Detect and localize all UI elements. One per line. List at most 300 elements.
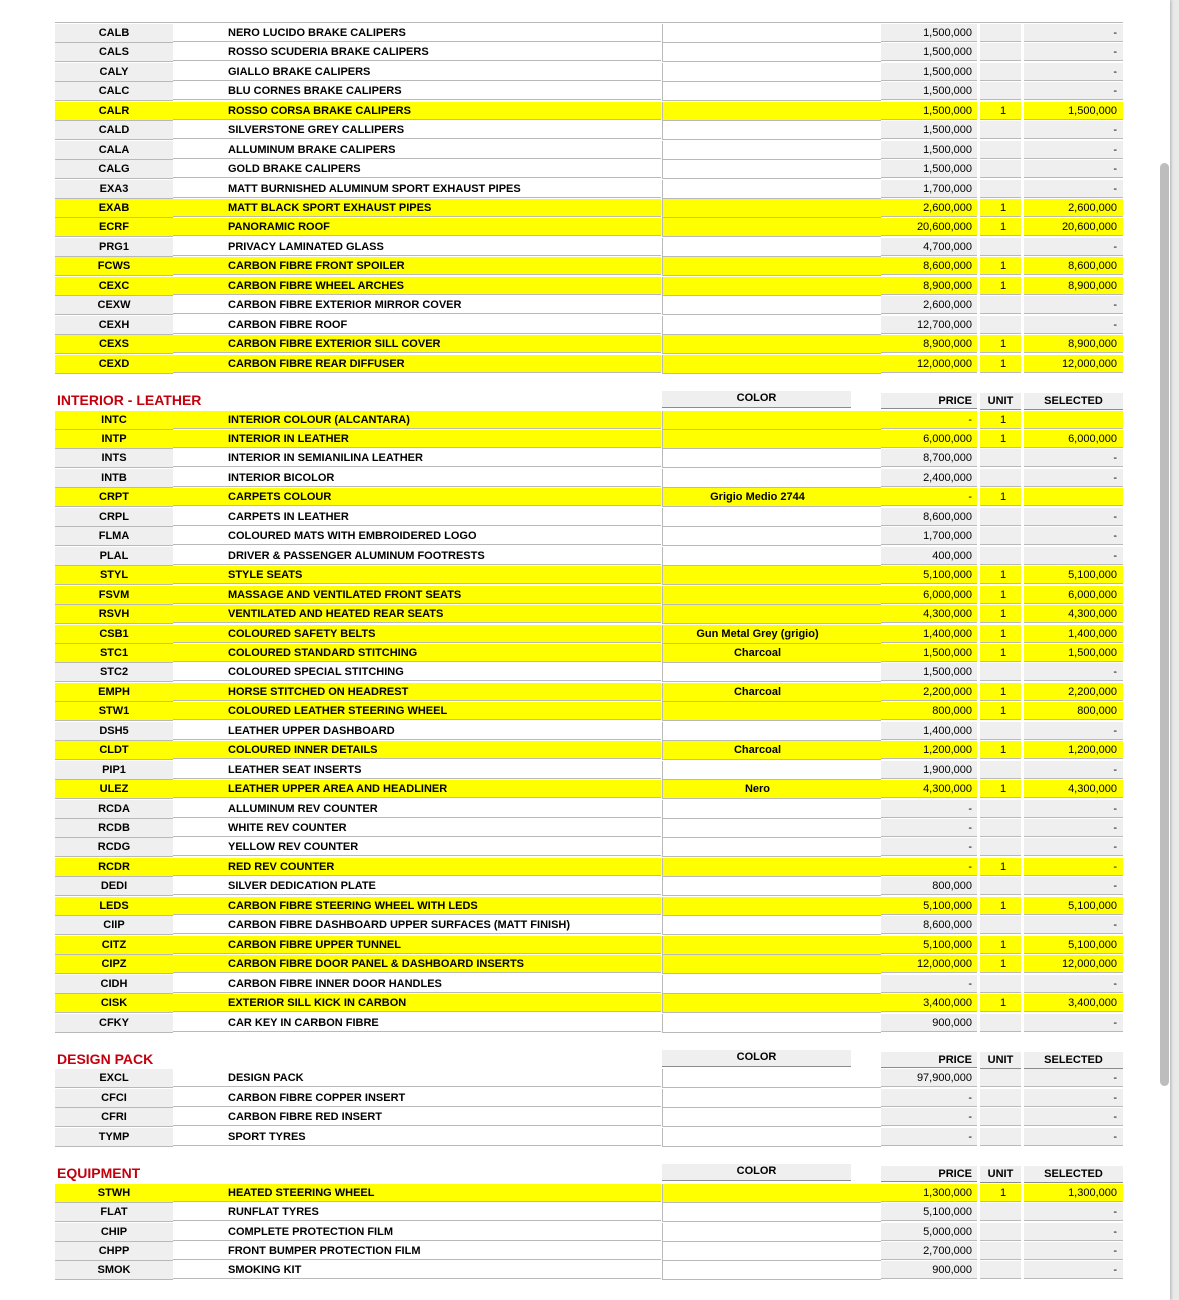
option-color [662,1242,852,1261]
option-unit: 1 [980,411,1021,429]
option-description: CARPETS IN LEATHER [173,508,661,526]
table-row [55,586,1123,605]
option-code: CALB [55,24,173,43]
option-color [662,121,852,140]
option-unit [980,141,1021,159]
option-description: CARBON FIBRE EXTERIOR MIRROR COVER [173,296,661,314]
option-unit [980,24,1021,42]
option-color [662,955,852,974]
table-row [55,761,1123,780]
table-row [55,335,1123,354]
option-selected-total: - [1024,469,1123,487]
option-selected-total: - [1024,1203,1123,1221]
color-column-header: COLOR [662,391,851,408]
spacer-cell [852,955,881,974]
spacer-cell [852,975,881,994]
option-code: CHPP [55,1242,173,1261]
table-row [55,24,1123,43]
table-row [55,722,1123,741]
option-selected-total: - [1024,858,1123,876]
option-price: 4,300,000 [881,780,977,798]
option-description: COLOURED SPECIAL STITCHING [173,663,661,681]
option-selected-total: - [1024,761,1123,779]
option-code: EXAB [55,199,173,218]
option-selected-total: 1,200,000 [1024,741,1123,759]
option-color [662,1089,852,1108]
spacer-cell [852,761,881,780]
option-description: WHITE REV COUNTER [173,819,661,837]
option-selected-total: - [1024,1069,1123,1087]
spacer-cell [852,741,881,760]
selected-column-header: SELECTED [1024,393,1123,410]
option-unit: 1 [980,955,1021,973]
table-row [55,741,1123,760]
option-code: STW1 [55,702,173,721]
table-row [55,469,1123,488]
option-code: CEXD [55,355,173,374]
option-description: CARBON FIBRE FRONT SPOILER [173,257,661,275]
unit-column-header: UNIT [980,1166,1021,1183]
section-title: EQUIPMENT [55,1163,355,1182]
option-selected-total: - [1024,1261,1123,1279]
option-unit [980,1128,1021,1146]
option-code: CFRI [55,1108,173,1127]
option-description: COMPLETE PROTECTION FILM [173,1223,661,1241]
option-unit [980,82,1021,100]
table-row [55,257,1123,276]
option-unit: 1 [980,277,1021,295]
option-price: 800,000 [881,702,977,720]
option-description: PRIVACY LAMINATED GLASS [173,238,661,256]
spacer-cell [852,430,881,449]
option-selected-total: - [1024,141,1123,159]
option-unit: 1 [980,994,1021,1012]
option-color [662,566,852,585]
option-price: - [881,1128,977,1146]
option-color [662,527,852,546]
option-description: CARBON FIBRE UPPER TUNNEL [173,936,661,954]
table-row [55,1089,1123,1108]
option-code: LEDS [55,897,173,916]
option-color [662,819,852,838]
option-color [662,277,852,296]
table-row [55,63,1123,82]
option-price: 6,000,000 [881,586,977,604]
option-selected-total: - [1024,121,1123,139]
option-unit: 1 [980,625,1021,643]
spacer-cell [852,316,881,335]
option-color [662,897,852,916]
table-row [55,994,1123,1013]
option-color [662,180,852,199]
option-selected-total: - [1024,1108,1123,1126]
option-description: ROSSO SCUDERIA BRAKE CALIPERS [173,43,661,61]
spacer-cell [852,702,881,721]
option-code: RCDB [55,819,173,838]
option-color [662,160,852,179]
spacer-cell [852,141,881,160]
spacer-cell [852,469,881,488]
spacer-cell [852,858,881,877]
option-code: CEXC [55,277,173,296]
option-description: CARBON FIBRE EXTERIOR SILL COVER [173,335,661,353]
option-color [662,296,852,315]
option-color [662,199,852,218]
table-row [55,780,1123,799]
option-unit [980,1069,1021,1087]
option-unit [980,1089,1021,1107]
option-code: ULEZ [55,780,173,799]
spacer-cell [852,257,881,276]
table-row [55,43,1123,62]
spacer-cell [852,218,881,237]
option-description: FRONT BUMPER PROTECTION FILM [173,1242,661,1260]
price-column-header: PRICE [881,1166,977,1182]
option-color [662,335,852,354]
option-description: DESIGN PACK [173,1069,661,1087]
option-price: 2,600,000 [881,199,977,217]
option-description: CARBON FIBRE RED INSERT [173,1108,661,1126]
option-code: INTB [55,469,173,488]
option-selected-total: 3,400,000 [1024,994,1123,1012]
option-code: PRG1 [55,238,173,257]
option-color [662,411,852,430]
option-code: EXCL [55,1069,173,1088]
option-color [662,722,852,741]
option-selected-total: - [1024,316,1123,334]
option-unit [980,469,1021,487]
table-row [55,702,1123,721]
color-column-header: COLOR [662,1050,851,1067]
option-code: CHIP [55,1223,173,1242]
option-price: 8,600,000 [881,508,977,526]
table-row [55,1069,1123,1088]
option-unit [980,663,1021,681]
option-unit: 1 [980,355,1021,373]
option-unit: 1 [980,858,1021,876]
option-color [662,218,852,237]
option-unit: 1 [980,683,1021,701]
option-description: LEATHER SEAT INSERTS [173,761,661,779]
option-selected-total: - [1024,180,1123,198]
spacer-cell [852,180,881,199]
selected-column-header: SELECTED [1024,1052,1123,1069]
option-unit: 1 [980,605,1021,623]
option-unit [980,819,1021,837]
option-color [662,1128,852,1147]
option-color: Gun Metal Grey (grigio) [662,625,852,644]
option-description: SILVERSTONE GREY CALLIPERS [173,121,661,139]
option-description: COLOURED STANDARD STITCHING [173,644,661,662]
option-code: INTS [55,449,173,468]
option-selected-total: - [1024,838,1123,856]
option-selected-total: 4,300,000 [1024,605,1123,623]
option-selected-total: - [1024,82,1123,100]
option-price: 8,900,000 [881,335,977,353]
option-price: - [881,1089,977,1107]
option-description: ALLUMINUM BRAKE CALIPERS [173,141,661,159]
option-description: CARBON FIBRE STEERING WHEEL WITH LEDS [173,897,661,915]
option-code: PLAL [55,547,173,566]
table-top-border [55,22,1123,23]
option-code: RSVH [55,605,173,624]
spacer-cell [852,1242,881,1261]
spacer-cell [852,449,881,468]
option-description: INTERIOR IN LEATHER [173,430,661,448]
option-description: SILVER DEDICATION PLATE [173,877,661,895]
option-selected-total: 2,200,000 [1024,683,1123,701]
option-unit [980,296,1021,314]
option-color [662,430,852,449]
option-code: CIIP [55,916,173,935]
table-row [55,1261,1123,1280]
table-row [55,625,1123,644]
option-description: MATT BLACK SPORT EXHAUST PIPES [173,199,661,217]
option-price: 4,700,000 [881,238,977,256]
option-color [662,316,852,335]
option-description: YELLOW REV COUNTER [173,838,661,856]
spacer-cell [852,838,881,857]
option-selected-total: 2,600,000 [1024,199,1123,217]
table-row [55,936,1123,955]
option-price: 5,100,000 [881,566,977,584]
option-selected-total: 4,300,000 [1024,780,1123,798]
option-color [662,355,852,374]
option-color [662,1223,852,1242]
option-code: CEXH [55,316,173,335]
option-color [662,1069,852,1088]
option-selected-total: - [1024,449,1123,467]
option-code: STWH [55,1184,173,1203]
option-code: STC1 [55,644,173,663]
option-code: STYL [55,566,173,585]
option-color [662,586,852,605]
option-description: SPORT TYRES [173,1128,661,1146]
unit-column-header: UNIT [980,393,1021,410]
option-unit [980,449,1021,467]
option-price: 400,000 [881,547,977,565]
vertical-scrollbar[interactable] [1160,163,1169,1086]
option-code: CIDH [55,975,173,994]
option-code: CSB1 [55,625,173,644]
option-selected-total: 8,600,000 [1024,257,1123,275]
spacer-cell [852,102,881,121]
spacer-cell [852,644,881,663]
option-code: CEXS [55,335,173,354]
option-selected-total: - [1024,819,1123,837]
option-code: RCDA [55,800,173,819]
option-price: 12,000,000 [881,955,977,973]
option-selected-total: 12,000,000 [1024,955,1123,973]
option-selected-total: - [1024,296,1123,314]
spacer-cell [852,24,881,43]
table-row [55,488,1123,507]
spacer-cell [852,625,881,644]
table-row [55,819,1123,838]
option-description: CARBON FIBRE REAR DIFFUSER [173,355,661,373]
option-color [662,102,852,121]
option-color [662,1203,852,1222]
section-header [55,1164,1123,1183]
spacer-cell [852,780,881,799]
option-code: DEDI [55,877,173,896]
option-unit: 1 [980,1184,1021,1202]
table-row [55,916,1123,935]
option-price: 8,600,000 [881,257,977,275]
option-code: PIP1 [55,761,173,780]
option-code: ECRF [55,218,173,237]
option-unit [980,63,1021,81]
option-price: 4,300,000 [881,605,977,623]
option-selected-total: - [1024,663,1123,681]
option-color [662,800,852,819]
option-unit [980,1223,1021,1241]
option-price: 2,200,000 [881,683,977,701]
table-row [55,180,1123,199]
option-selected-total: 1,500,000 [1024,644,1123,662]
option-description: MASSAGE AND VENTILATED FRONT SEATS [173,586,661,604]
option-unit: 1 [980,257,1021,275]
spacer-cell [852,508,881,527]
table-row [55,355,1123,374]
option-price: 97,900,000 [881,1069,977,1087]
option-code: CFKY [55,1014,173,1033]
spacer-cell [852,355,881,374]
spacer-cell [852,1184,881,1203]
option-selected-total: 8,900,000 [1024,335,1123,353]
option-code: FCWS [55,257,173,276]
section-header [55,391,1123,410]
option-selected-total: - [1024,63,1123,81]
option-description: LEATHER UPPER DASHBOARD [173,722,661,740]
spacer-cell [852,527,881,546]
spacer-cell [852,722,881,741]
option-unit: 1 [980,702,1021,720]
option-code: INTC [55,411,173,430]
spacer-cell [852,683,881,702]
option-price: - [881,488,977,506]
option-color [662,916,852,935]
option-description: CARBON FIBRE WHEEL ARCHES [173,277,661,295]
option-color: Charcoal [662,741,852,760]
table-row [55,102,1123,121]
option-unit: 1 [980,102,1021,120]
spacer-cell [852,199,881,218]
table-row [55,663,1123,682]
spacer-cell [852,994,881,1013]
option-unit [980,527,1021,545]
option-price: 1,200,000 [881,741,977,759]
option-description: CARPETS COLOUR [173,488,661,506]
option-code: CALD [55,121,173,140]
option-color [662,858,852,877]
option-code: CALC [55,82,173,101]
table-row [55,316,1123,335]
spacer-cell [852,411,881,430]
option-color: Charcoal [662,644,852,663]
option-color [662,1014,852,1033]
option-description: DRIVER & PASSENGER ALUMINUM FOOTRESTS [173,547,661,565]
option-unit: 1 [980,586,1021,604]
option-description: BLU CORNES BRAKE CALIPERS [173,82,661,100]
option-price: 1,500,000 [881,121,977,139]
option-color: Grigio Medio 2744 [662,488,852,507]
option-price: 1,500,000 [881,82,977,100]
option-description: RUNFLAT TYRES [173,1203,661,1221]
table-row [55,858,1123,877]
option-unit [980,1261,1021,1279]
color-column-header: COLOR [662,1164,851,1181]
option-code: CIPZ [55,955,173,974]
option-code: DSH5 [55,722,173,741]
option-unit [980,43,1021,61]
spacer-cell [852,1261,881,1280]
option-description: COLOURED SAFETY BELTS [173,625,661,643]
spacer-cell [852,1014,881,1033]
option-selected-total: 6,000,000 [1024,586,1123,604]
option-description: CARBON FIBRE INNER DOOR HANDLES [173,975,661,993]
table-row [55,547,1123,566]
table-row [55,1128,1123,1147]
option-selected-total: 12,000,000 [1024,355,1123,373]
option-price: 1,700,000 [881,180,977,198]
option-selected-total: 800,000 [1024,702,1123,720]
option-code: EMPH [55,683,173,702]
option-selected-total: - [1024,722,1123,740]
table-row [55,430,1123,449]
spacer-cell [852,1203,881,1222]
table-row [55,277,1123,296]
option-selected-total: 5,100,000 [1024,897,1123,915]
option-description: STYLE SEATS [173,566,661,584]
option-price: 1,400,000 [881,625,977,643]
option-description: COLOURED INNER DETAILS [173,741,661,759]
option-price: 1,400,000 [881,722,977,740]
option-color [662,702,852,721]
table-row [55,508,1123,527]
table-row [55,605,1123,624]
option-selected-total: 1,300,000 [1024,1184,1123,1202]
option-color [662,141,852,160]
spacer-cell [852,1223,881,1242]
spacer-cell [852,877,881,896]
option-description: PANORAMIC ROOF [173,218,661,236]
option-description: INTERIOR BICOLOR [173,469,661,487]
option-unit [980,180,1021,198]
option-color [662,24,852,43]
option-price: 1,500,000 [881,102,977,120]
option-description: RED REV COUNTER [173,858,661,876]
option-selected-total: 1,400,000 [1024,625,1123,643]
unit-column-header: UNIT [980,1052,1021,1069]
option-description: HORSE STITCHED ON HEADREST [173,683,661,701]
table-row [55,141,1123,160]
option-color [662,605,852,624]
table-row [55,238,1123,257]
option-color [662,63,852,82]
spacer-cell [852,277,881,296]
option-selected-total [1024,411,1123,429]
table-row [55,1203,1123,1222]
option-unit [980,838,1021,856]
option-unit [980,316,1021,334]
section-title: INTERIOR - LEATHER [55,390,355,409]
option-selected-total: - [1024,547,1123,565]
option-unit [980,121,1021,139]
option-code: SMOK [55,1261,173,1280]
table-row [55,975,1123,994]
option-price: 1,900,000 [881,761,977,779]
